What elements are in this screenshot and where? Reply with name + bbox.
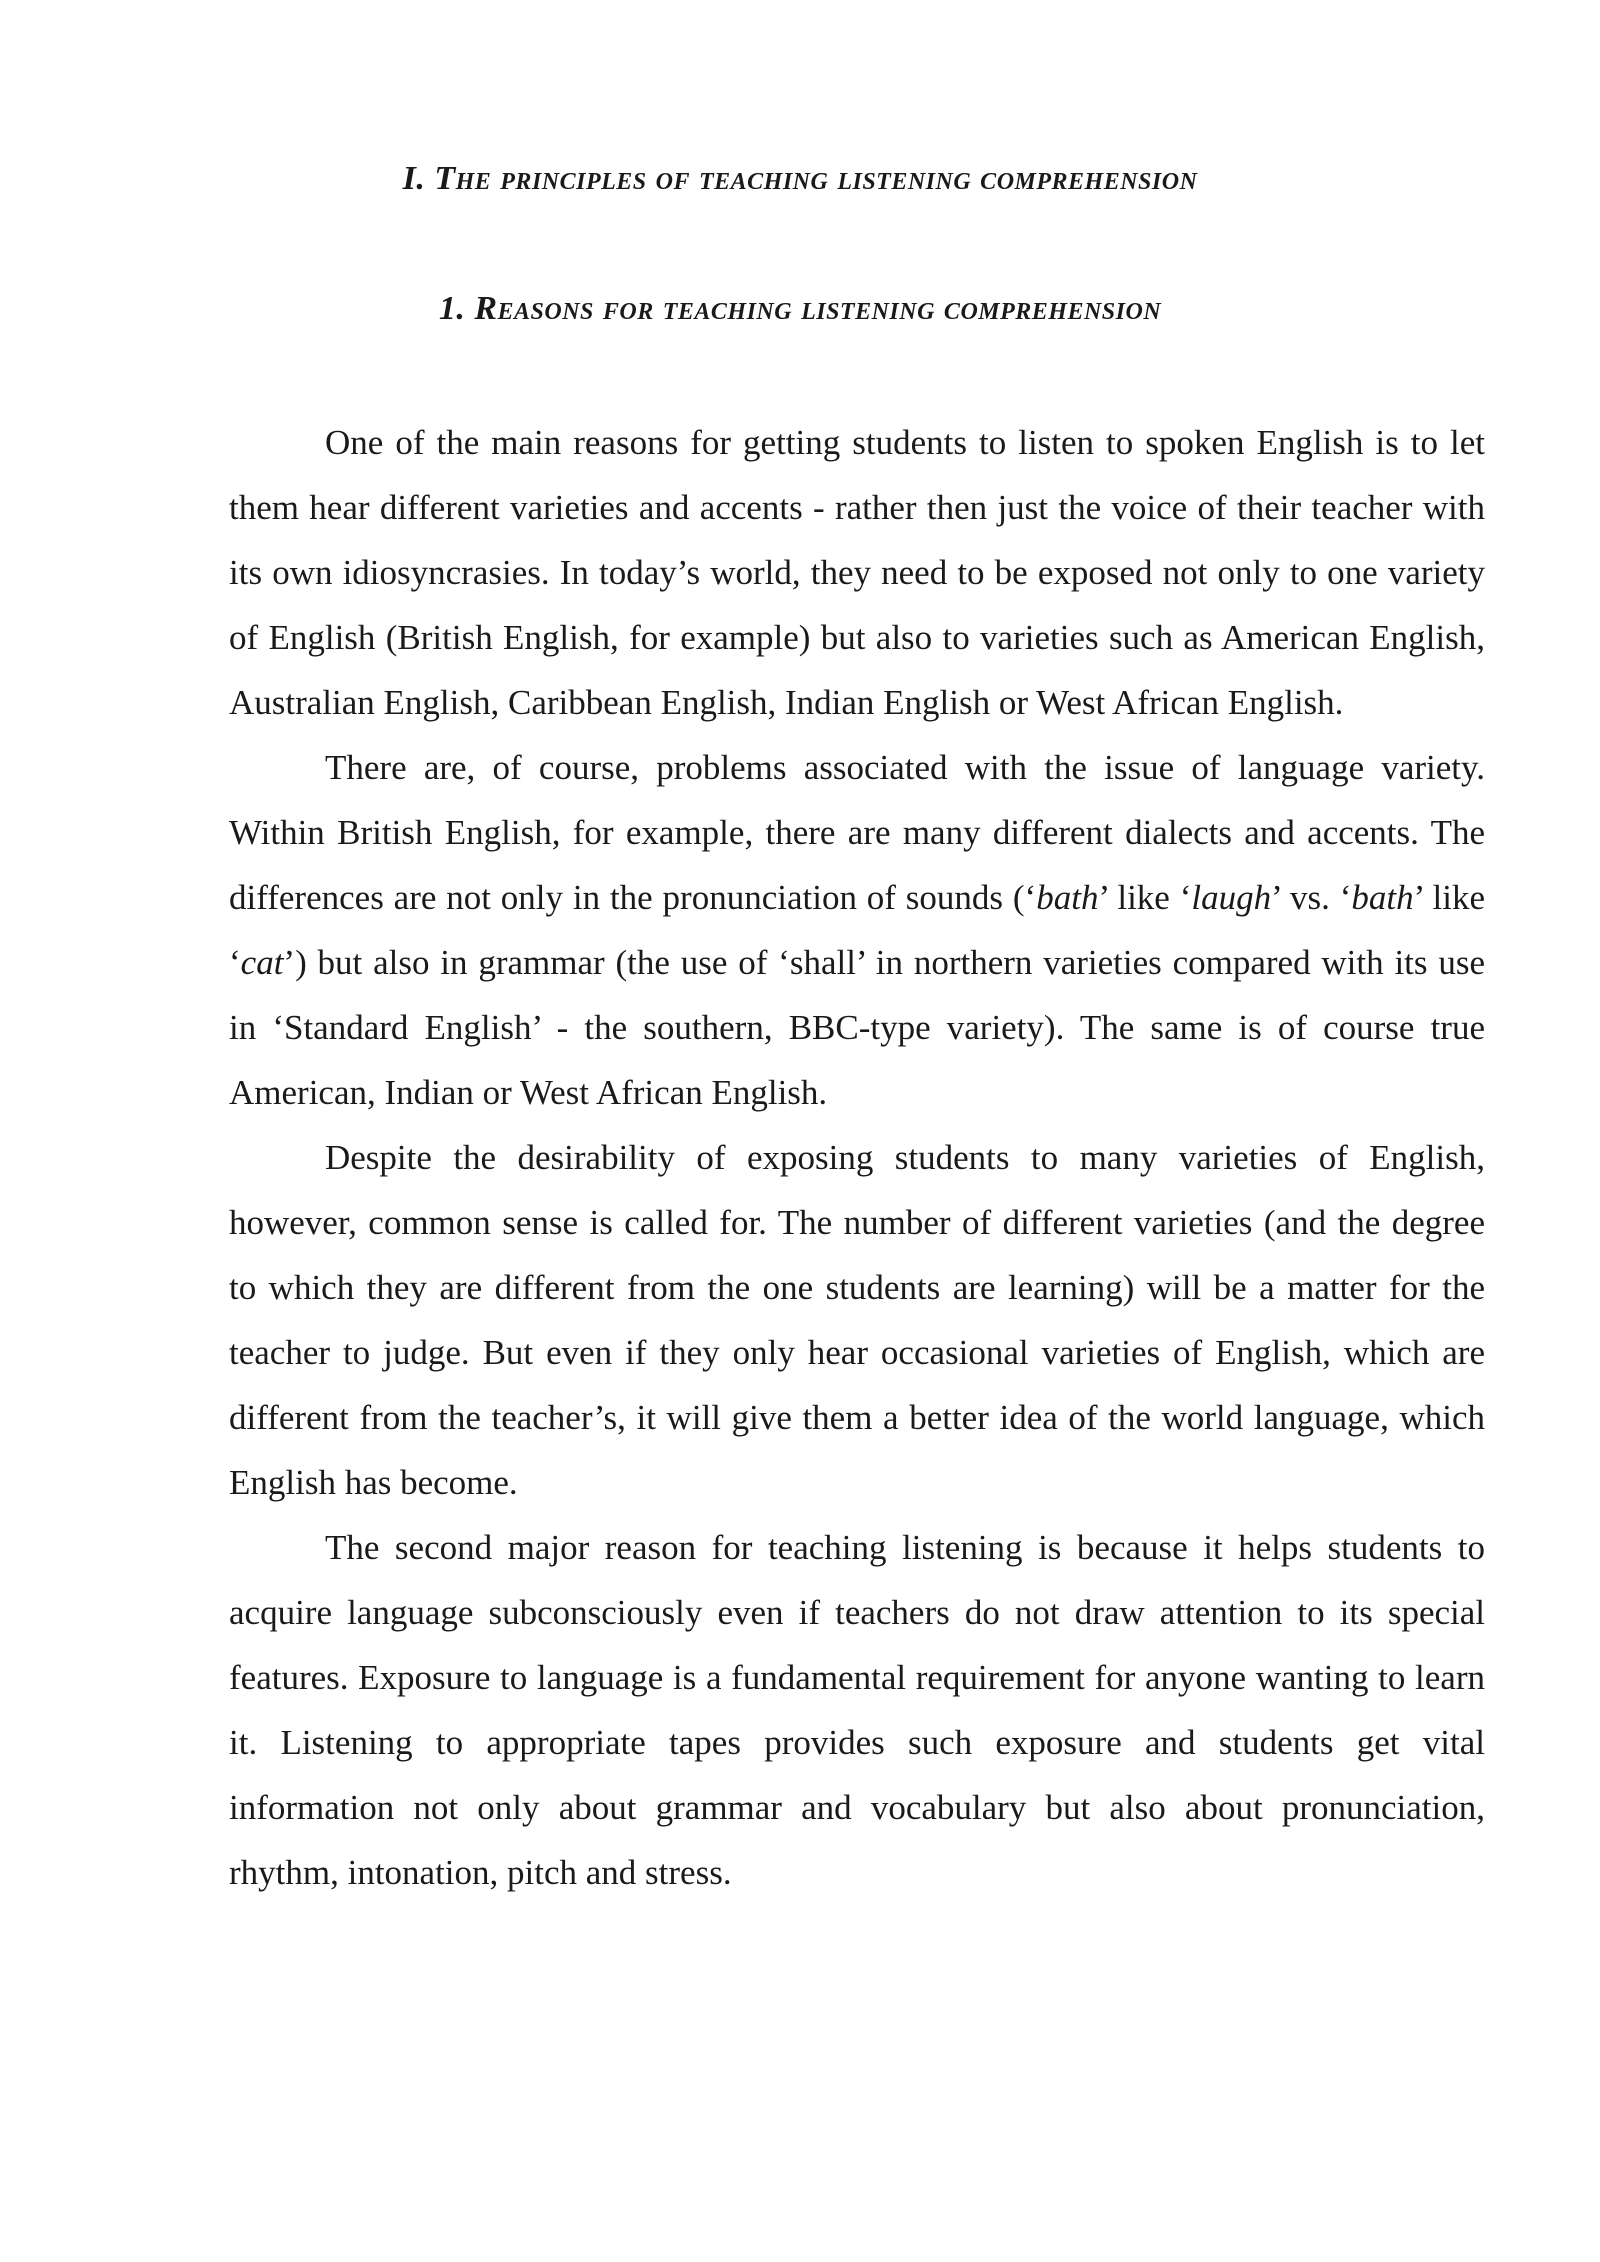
paragraph-2-text-d: ’ like ‘ [229, 878, 1485, 982]
italic-term-cat: cat [240, 943, 284, 982]
section-heading: 1. Reasons for teaching listening comprehension [438, 290, 1162, 327]
paragraph-2-text-c: ’ vs. ‘ [1271, 878, 1352, 917]
paragraph-2-text-a: There are, of course, problems associated with the issue of language variety. Within British English, for example, there are many different dialects and accents. The differences are not only in the pronunciation of sounds (‘ [229, 748, 1485, 917]
paragraph-2-text-e: ’) but also in grammar (the use of ‘shall’ in northern varieties compared with its use in ‘Standard English’ - the southern, BBC-type variety). The same is of course true American, Indian or West African English. [229, 943, 1485, 1112]
paragraph-4: The second major reason for teaching listening is because it helps students to acquire language subconsciously even if teachers do not draw attention to its special features. Exposure to language is a fundamental requirement for anyone wanting to learn it. Listening to appropriate tapes provides such exposure and students get vital information not only about grammar and vocabulary but also about pronunciation, rhythm, intonation, pitch and stress. [229, 1528, 1485, 1892]
italic-term-bath-2: bath [1351, 878, 1414, 917]
paragraph-2 [229, 735, 1485, 1125]
chapter-heading: I. The principles of teaching listening comprehension [402, 160, 1198, 197]
italic-term-laugh: laugh [1191, 878, 1272, 917]
paragraph-1: One of the main reasons for getting students to listen to spoken English is to let them hear different varieties and accents - rather then just the voice of their teacher with its own idiosyncrasies. In today’s world, they need to be exposed not only to one variety of English (British English, for example) but also to varieties such as American English, Australian English, Caribbean English, Indian English or West African English. [229, 423, 1485, 722]
italic-term-bath: bath [1036, 878, 1099, 917]
body-text [229, 410, 1485, 1905]
paragraph-3: Despite the desirability of exposing students to many varieties of English, however, common sense is called for. The number of different varieties (and the degree to which they are different from the one students are learning) will be a matter for the teacher to judge. But even if they only hear occasional varieties of English, which are different from the teacher’s, it will give them a better idea of the world language, which English has become. [229, 1138, 1485, 1502]
paragraph-2-text-b: ’ like ‘ [1098, 878, 1192, 917]
